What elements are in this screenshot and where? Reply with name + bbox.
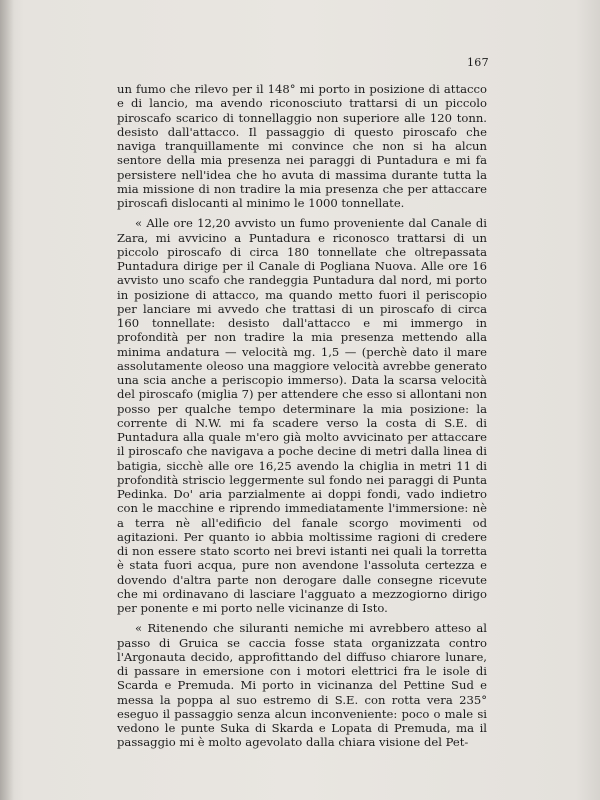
body-text [117,82,487,756]
page-number: 167 [467,56,489,69]
paragraph: « Ritenendo che siluranti nemiche mi avrebbero atteso al passo di Gruica se caccia fosse stata organizzata contro l'Argonauta decido, approfittando del diffuso chiarore lunare, di passare in emersione con i motori elettrici fra le isole di Scarda e Premuda. Mi porto in vicinanza del Pettine Sud e messa la poppa al suo estremo di S.E. con rotta vera 235° eseguo il passaggio senza alcun inconveniente: poco o male si vedono le punte Suka di Skarda e Lopata di Premuda, ma il passaggio mi è molto agevolato dalla chiara visione del Pet- [117,621,487,750]
paragraph: « Alle ore 12,20 avvisto un fumo proveniente dal Canale di Zara, mi avvicino a Puntadura e riconosco trattarsi di un piccolo piroscafo di circa 180 tonnellate che oltrepassata Puntadura dirige per il Canale di Pogliana Nuova. Alle ore 16 avvisto uno scafo che randeggia Puntadura dal nord, mi porto in posizione di attacco, ma quando metto fuori il periscopio per lanciare mi avvedo che trattasi di un piroscafo di circa 160 tonnellate: desisto dall'attacco e mi immergo in profondità per non tradire la mia presenza mettendo alla minima andatura — velocità mg. 1,5 — (perchè dato il mare assolutamente oleoso una maggiore velocità avrebbe generato una scia anche a periscopio immerso). Data la scarsa velocità del piroscafo (miglia 7) per attendere che esso si allontani non posso per qualche tempo determinare la mia posizione: la corrente di N.W. mi fa scadere verso la costa di S.E. di Puntadura alla quale m'ero già molto avvicinato per attaccare il piroscafo che navigava a poche decine di metri dalla linea di batigia, sicchè alle ore 16,25 avendo la chiglia in metri 11 di profondità striscio leggermente sul fondo nei paraggi di Punta Pedinka. Do' aria parzialmente ai doppi fondi, vado indietro con le macchine e riprendo immediatamente l'immersione: nè a terra nè all'edificio del fanale scorgo movimenti od agitazioni. Per quanto io abbia moltissime ragioni di credere di non essere stato scorto nei brevi istanti nei quali la torretta è stata fuori acqua, pure non avendone l'assoluta certezza e dovendo d'altra parte non derogare dalle consegne ricevute che mi ordinavano di lasciare l'agguato a mezzogiorno dirigo per ponente e mi porto nelle vicinanze di Isto. [117,216,487,615]
paragraph: un fumo che rilevo per il 148° mi porto in posizione di attacco e di lancio, ma avendo riconosciuto trattarsi di un piccolo piroscafo scarico di tonnellaggio non superiore alle 120 tonn. desisto dall'attacco. Il passaggio di questo piroscafo che naviga tranquillamente mi convince che non si ha alcun sentore della mia presenza nei paraggi di Puntadura e mi fa persistere nell'idea che ho avuta di massima durante tutta la mia missione di non tradire la mia presenza che per attaccare piroscafi dislocanti al minimo le 1000 tonnellate. [117,82,487,210]
binding-shadow [0,0,14,800]
